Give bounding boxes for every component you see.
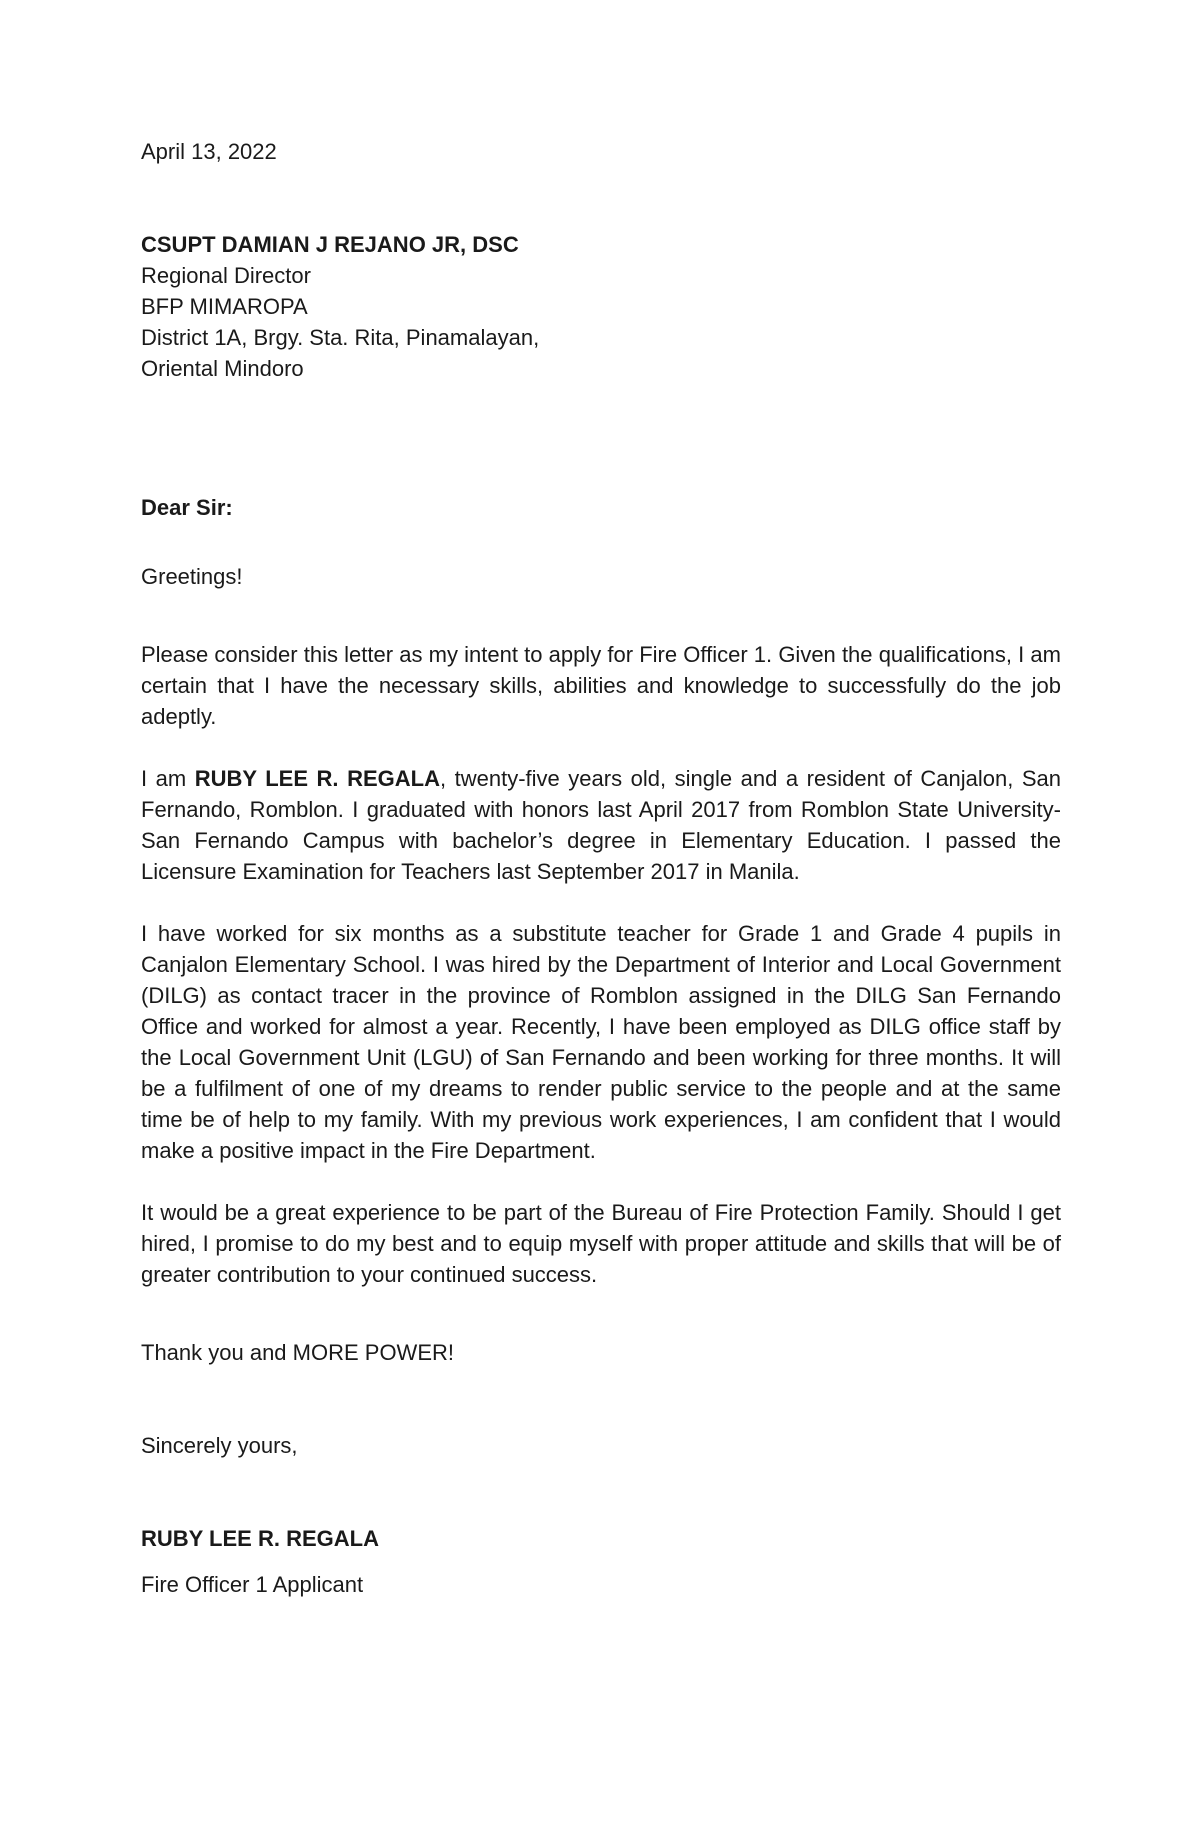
recipient-block	[141, 229, 1061, 384]
signer-name: RUBY LEE R. REGALA	[141, 1526, 379, 1551]
recipient-address-line2: Oriental Mindoro	[141, 356, 304, 381]
applicant-name-inline: RUBY LEE R. REGALA	[194, 766, 440, 791]
thanks-line: Thank you and MORE POWER!	[141, 1340, 454, 1365]
paragraph-experience: I have worked for six months as a substitute teacher for Grade 1 and Grade 4 pupils in Canjalon Elementary School. I was hired by the Department of Interior and Local Government (DILG) as contact tracer in the province of Romblon assigned in the DILG San Fernando Office and worked for almost a year. Recently, I have been employed as DILG office staff by the Local Government Unit (LGU) of San Fernando and been working for three months. It will be a fulfilment of one of my dreams to render public service to the people and at the same time be of help to my family. With my previous work experiences, I am confident that I would make a positive impact in the Fire Department.	[141, 921, 1061, 1163]
recipient-office: BFP MIMAROPA	[141, 294, 308, 319]
letter-date: April 13, 2022	[141, 139, 277, 164]
complimentary-closing: Sincerely yours,	[141, 1433, 298, 1458]
paragraph-background-prefix: I am	[141, 766, 195, 791]
paragraph-background-rest: , twenty-five years old, single and a resident of Canjalon, San Fernando, Romblon. I graduated with honors last April 2017 from Romblon State University- San Fernando Campus with bachelor’s degree in Elementary Education. I passed the Licensure Examination for Teachers last September 2017 in Manila.	[141, 766, 1061, 884]
recipient-title: Regional Director	[141, 263, 311, 288]
recipient-name: CSUPT DAMIAN J REJANO JR, DSC	[141, 232, 519, 257]
greeting: Greetings!	[141, 564, 243, 589]
letter-body	[141, 136, 1061, 1600]
paragraph-background	[141, 763, 1061, 887]
paragraph-intent: Please consider this letter as my intent to apply for Fire Officer 1. Given the qualifications, I am certain that I have the necessary skills, abilities and knowledge to successfully do the job adeptly.	[141, 642, 1061, 729]
recipient-address-line1: District 1A, Brgy. Sta. Rita, Pinamalayan,	[141, 325, 540, 350]
salutation: Dear Sir:	[141, 495, 233, 520]
paragraph-aspiration: It would be a great experience to be part of the Bureau of Fire Protection Family. Should I get hired, I promise to do my best and to equip myself with proper attitude and skills that will be of greater contribution to your continued success.	[141, 1200, 1061, 1287]
signer-title: Fire Officer 1 Applicant	[141, 1572, 364, 1597]
